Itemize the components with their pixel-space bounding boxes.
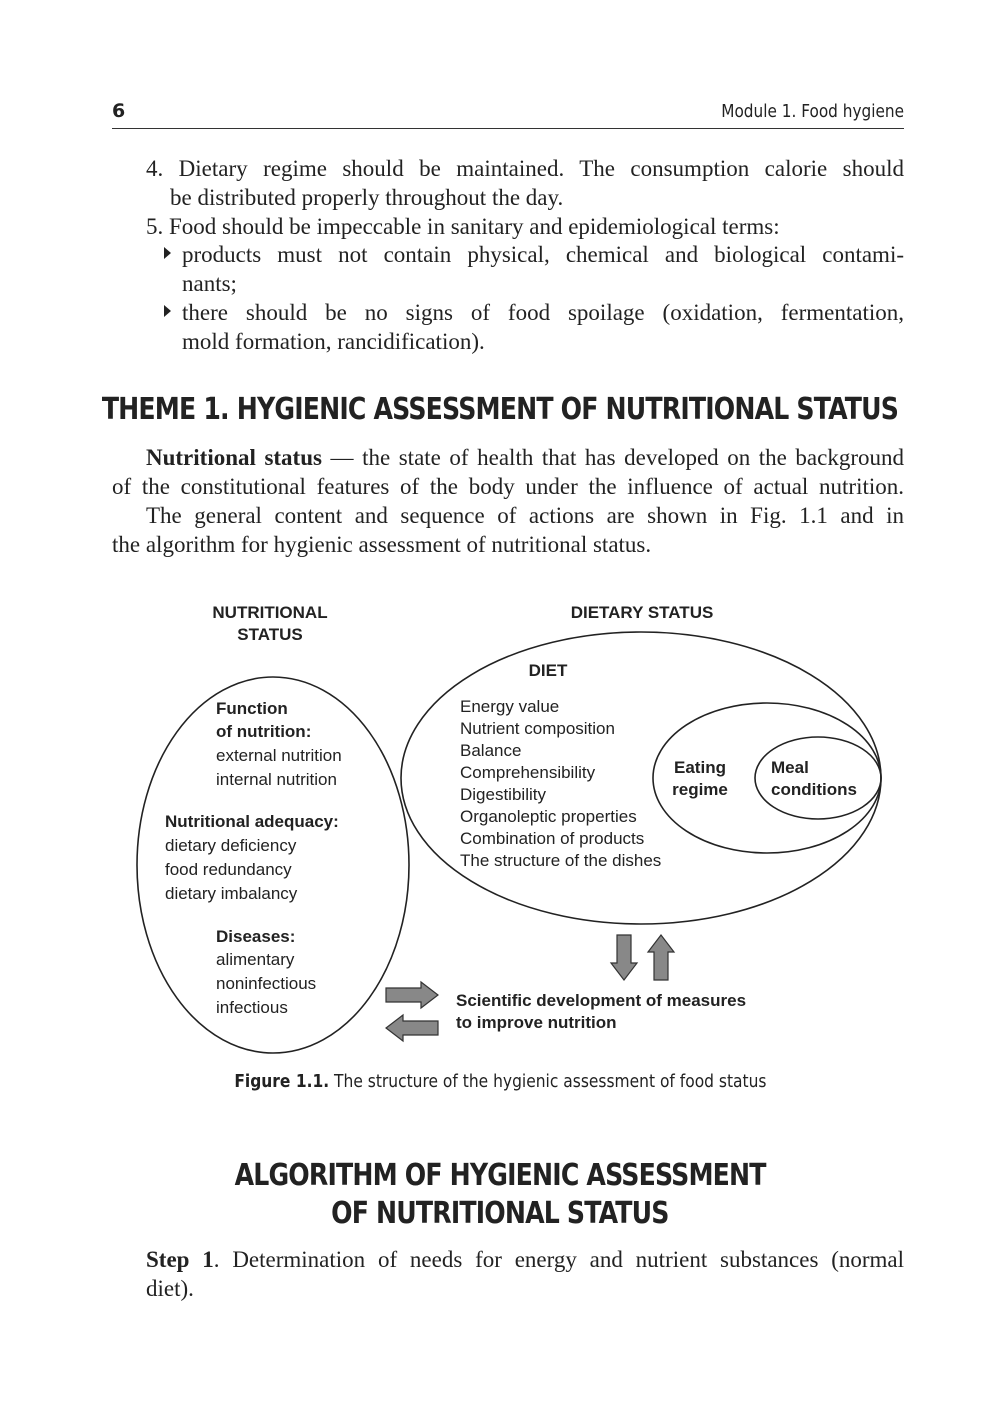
theme-title: THEME 1. HYGIENIC ASSESSMENT OF NUTRITIONAL STATUS <box>101 392 899 427</box>
bullet-1-line2: nants; <box>182 271 237 296</box>
bullet-2-line2: mold formation, rancidification). <box>182 329 485 354</box>
function-item: internal nutrition <box>216 770 337 789</box>
eating-regime-ellipse <box>653 703 881 853</box>
left-title-line1: NUTRITIONAL <box>212 603 328 622</box>
eating-regime-line2: regime <box>672 780 728 799</box>
list-item-5: 5. Food should be impeccable in sanitary and epidemiological terms: <box>146 214 780 239</box>
arrow-down-icon <box>611 935 637 980</box>
diet-item: The structure of the dishes <box>460 851 662 870</box>
left-title-line2: STATUS <box>237 625 303 644</box>
adequacy-heading: Nutritional adequacy: <box>165 812 339 831</box>
diseases-item: infectious <box>216 998 288 1017</box>
meal-conditions-line2: conditions <box>771 780 857 799</box>
right-title: DIETARY STATUS <box>570 603 714 622</box>
algorithm-title-line2: OF NUTRITIONAL STATUS <box>331 1196 669 1231</box>
diet-item: Digestibility <box>460 785 546 804</box>
diet-item: Combination of products <box>460 829 645 848</box>
bullet-2-line1: there should be no signs of food spoilage (oxidation, fermentation, <box>182 300 904 325</box>
meal-conditions-ellipse <box>755 737 881 819</box>
diseases-item: noninfectious <box>216 974 317 993</box>
page-number: 6 <box>112 100 126 122</box>
arrow-left-icon <box>386 1015 438 1041</box>
function-item: external nutrition <box>216 746 342 765</box>
caption-text: The structure of the hygienic assessment of food status <box>328 1071 767 1092</box>
meal-conditions-line1: Meal <box>771 758 809 777</box>
diet-item: Organoleptic properties <box>460 807 637 826</box>
adequacy-item: dietary deficiency <box>165 836 297 855</box>
diet-item: Balance <box>460 741 522 760</box>
definition-line2: of the constitutional features of the body under the influence of actual nutrition. <box>112 474 904 499</box>
list-item-4-line2: be distributed properly throughout the day. <box>170 185 564 210</box>
figure-caption <box>0 1071 1000 1092</box>
diseases-heading: Diseases: <box>216 927 296 946</box>
list-item-4-line1: 4. Dietary regime should be maintained. The consumption calorie should <box>146 156 904 181</box>
diet-label: DIET <box>528 661 568 680</box>
paragraph-line1: The general content and sequence of actions are shown in Fig. 1.1 and in <box>146 503 904 528</box>
eating-regime-line1: Eating <box>674 758 726 777</box>
diet-item: Energy value <box>460 697 560 716</box>
function-heading-line1: Function <box>216 699 288 718</box>
caption-label: Figure 1.1. <box>233 1071 329 1092</box>
diseases-item: alimentary <box>216 950 295 969</box>
scientific-line1: Scientific development of measures <box>456 991 747 1010</box>
adequacy-item: food redundancy <box>165 860 292 879</box>
arrow-right-icon <box>386 982 438 1008</box>
function-heading-line2: of nutrition: <box>216 722 312 741</box>
step-1-line1: Step 1. Determination of needs for energy and nutrient substances (normal <box>146 1247 905 1272</box>
algorithm-title-line1: ALGORITHM OF HYGIENIC ASSESSMENT <box>234 1158 766 1193</box>
definition-line1: Nutritional status — the state of health that has developed on the background <box>146 445 904 470</box>
diet-item: Comprehensibility <box>460 763 596 782</box>
running-head: Module 1. Food hygiene <box>721 101 904 122</box>
paragraph-line2: the algorithm for hygienic assessment of nutritional status. <box>112 532 652 557</box>
step-label: Step 1 <box>146 1247 214 1272</box>
arrow-up-icon <box>648 935 674 980</box>
adequacy-item: dietary imbalancy <box>165 884 298 903</box>
bullet-1-line1: products must not contain physical, chemical and biological contami- <box>182 242 904 267</box>
definition-term: Nutritional status <box>146 445 322 470</box>
diet-item: Nutrient composition <box>460 719 615 738</box>
scientific-line2: to improve nutrition <box>456 1013 617 1032</box>
step-1-line2: diet). <box>146 1276 194 1301</box>
